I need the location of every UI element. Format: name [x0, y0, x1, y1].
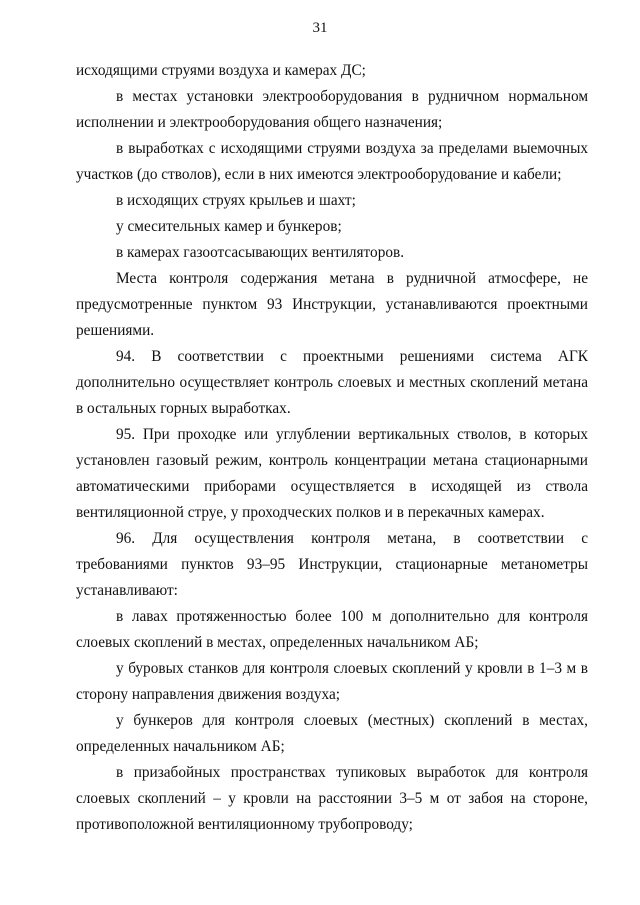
- paragraph: 94. В соответствии с проектными решениями система АГК дополнительно осуществляет контроль слоевых и местных скоплений метана в остальных горных выработках.: [76, 348, 588, 417]
- paragraph: в призабойных пространствах тупиковых выработок для контроля слоевых скоплений – у кровли на расстоянии 3–5 м от забоя на стороне, противоположной вентиляционному трубопроводу;: [76, 764, 588, 833]
- paragraph: в камерах газоотсасывающих вентиляторов.: [116, 244, 405, 261]
- paragraph: 95. При проходке или углублении вертикальных стволов, в которых установлен газовый режим, контроль концентрации метана стационарными автоматическими приборами осуществляется в исходящей из ствола вентиляционной струе, у проходческих полков и в перекачных камерах.: [76, 426, 588, 521]
- paragraph: в исходящих струях крыльев и шахт;: [116, 192, 356, 209]
- paragraph: у бункеров для контроля слоевых (местных) скоплений в местах, определенных начальником АБ;: [76, 712, 588, 755]
- paragraph: в лавах протяженностью более 100 м дополнительно для контроля слоевых скоплений в местах, определенных начальником АБ;: [76, 608, 588, 651]
- document-body: [76, 58, 588, 838]
- paragraph: у буровых станков для контроля слоевых скоплений у кровли в 1–3 м в сторону направления движения воздуха;: [76, 660, 588, 703]
- paragraph: Места контроля содержания метана в рудничной атмосфере, не предусмотренные пунктом 93 Инструкции, устанавливаются проектными решениями.: [76, 270, 588, 339]
- paragraph: в выработках с исходящими струями воздуха за пределами выемочных участков (до стволов), если в них имеются электрооборудование и кабели;: [76, 140, 588, 183]
- page-number: 31: [312, 20, 328, 36]
- paragraph: у смесительных камер и бункеров;: [116, 218, 342, 235]
- paragraph: в местах установки электрооборудования в рудничном нормальном исполнении и электрооборудования общего назначения;: [76, 88, 588, 131]
- paragraph: 96. Для осуществления контроля метана, в соответствии с требованиями пунктов 93–95 Инструкции, стационарные метанометры устанавливают:: [76, 530, 588, 599]
- paragraph: исходящими струями воздуха и камерах ДС;: [76, 62, 366, 79]
